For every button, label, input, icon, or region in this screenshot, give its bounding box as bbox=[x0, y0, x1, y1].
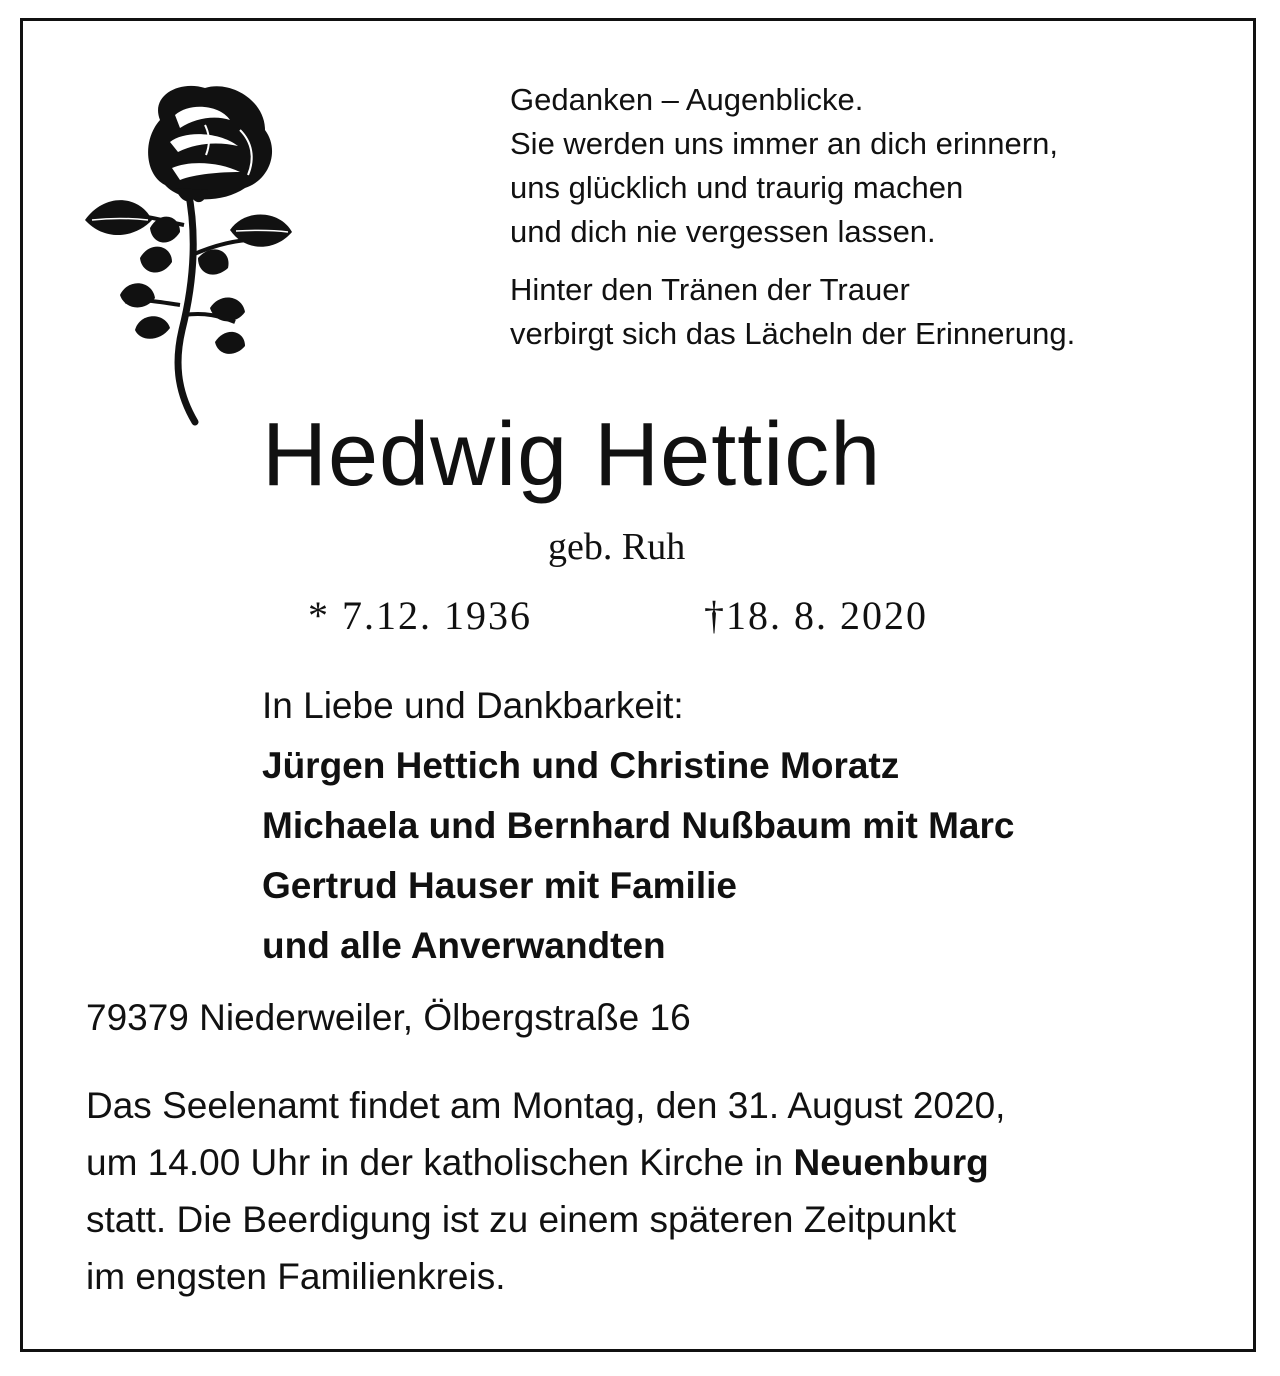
service-line bbox=[86, 1134, 1206, 1191]
mourner-name: Gertrud Hauser mit Familie bbox=[262, 865, 737, 906]
service-info bbox=[86, 1077, 1206, 1305]
birth-date: * 7.12. 1936 bbox=[308, 593, 532, 638]
service-line: statt. Die Beerdigung ist zu einem späteren Zeitpunkt bbox=[86, 1199, 956, 1240]
poem-line: und dich nie vergessen lassen. bbox=[510, 214, 936, 249]
mourner-name: und alle Anverwandten bbox=[262, 925, 666, 966]
poem-stanza-2 bbox=[510, 268, 1230, 356]
death-date: †18. 8. 2020 bbox=[704, 593, 928, 638]
service-line-text: um 14.00 Uhr in der katholischen Kirche in bbox=[86, 1142, 794, 1183]
church-location: Neuenburg bbox=[793, 1142, 989, 1183]
deceased-name: Hedwig Hettich bbox=[262, 405, 882, 505]
poem-stanza-1 bbox=[510, 78, 1230, 254]
mourners-intro: In Liebe und Dankbarkeit: bbox=[262, 685, 684, 726]
mourner-name: Jürgen Hettich und Christine Moratz bbox=[262, 745, 900, 786]
poem-line: Gedanken – Augenblicke. bbox=[510, 82, 864, 117]
service-line: Das Seelenamt findet am Montag, den 31. August 2020, bbox=[86, 1085, 1006, 1126]
maiden-name: geb. Ruh bbox=[548, 526, 686, 568]
poem-line: uns glücklich und traurig machen bbox=[510, 170, 964, 205]
poem-line: Hinter den Tränen der Trauer bbox=[510, 272, 910, 307]
poem bbox=[510, 78, 1230, 370]
poem-line: verbirgt sich das Lächeln der Erinnerung. bbox=[510, 316, 1076, 351]
service-line: im engsten Familienkreis. bbox=[86, 1256, 506, 1297]
poem-line: Sie werden uns immer an dich erinnern, bbox=[510, 126, 1058, 161]
rose-icon bbox=[80, 80, 295, 430]
mourner-name: Michaela und Bernhard Nußbaum mit Marc bbox=[262, 805, 1015, 846]
mourners-block bbox=[262, 676, 1222, 976]
address: 79379 Niederweiler, Ölbergstraße 16 bbox=[86, 997, 691, 1038]
